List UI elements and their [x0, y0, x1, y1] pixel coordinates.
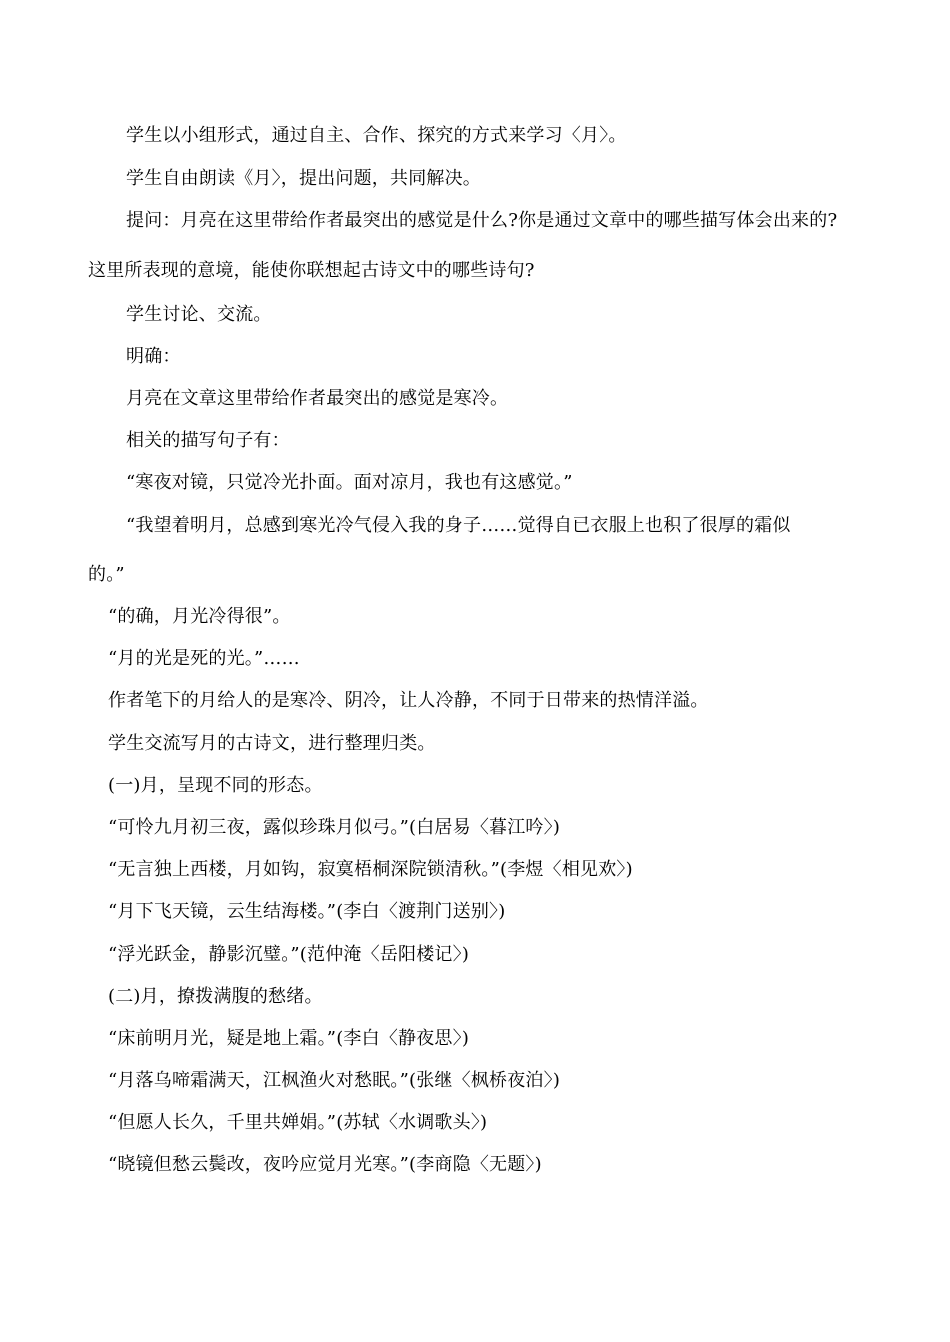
section-heading: (二)月，撩拨满腹的愁绪。	[108, 986, 323, 1007]
quote-line: “的确，月光冷得很”。	[108, 606, 291, 627]
section-heading: (一)月，呈现不同的形态。	[108, 775, 323, 796]
poem-line: “床前明月光，疑是地上霜。”(李白〈静夜思〉)	[108, 1028, 470, 1049]
poem-line: “月落乌啼霜满天，江枫渔火对愁眠。”(张继〈枫桥夜泊〉)	[108, 1070, 561, 1091]
paragraph-line: 作者笔下的月给人的是寒冷、阴冷，让人冷静，不同于日带来的热情洋溢。	[108, 690, 709, 711]
paragraph-line: 学生以小组形式，通过自主、合作、探究的方式来学习〈月〉。	[126, 125, 627, 146]
quote-line: “月的光是死的光。”……	[108, 648, 300, 669]
paragraph-line: 学生自由朗读《月〉，提出问题，共同解决。	[126, 168, 481, 189]
paragraph-line: 这里所表现的意境，能使你联想起古诗文中的哪些诗句?	[88, 260, 535, 281]
paragraph-line: 明确：	[126, 346, 181, 367]
poem-line: “但愿人长久，千里共婵娟。”(苏轼〈水调歌头〉)	[108, 1112, 488, 1133]
paragraph-line: 学生讨论、交流。	[126, 304, 272, 325]
poem-line: “月下飞天镜，云生结海楼。”(李白〈渡荆门送别〉)	[108, 901, 506, 922]
poem-line: “晓镜但愁云鬓改，夜吟应觉月光寒。”(李商隐〈无题〉)	[108, 1154, 542, 1175]
paragraph-line: 提问：月亮在这里带给作者最突出的感觉是什么?你是通过文章中的哪些描写体会出来的?	[126, 210, 838, 231]
paragraph-line: 相关的描写句子有：	[126, 430, 290, 451]
quote-line: “我望着明月，总感到寒光冷气侵入我的身子……觉得自已衣服上也积了很厚的霜似	[126, 515, 791, 536]
quote-line: “寒夜对镜，只觉冷光扑面。面对凉月，我也有这感觉。”	[126, 472, 573, 493]
poem-line: “浮光跃金，静影沉璧。”(范仲淹〈岳阳楼记〉)	[108, 944, 470, 965]
poem-line: “无言独上西楼，月如钩，寂寞梧桐深院锁清秋。”(李煜〈相见欢〉)	[108, 859, 633, 880]
paragraph-line: 月亮在文章这里带给作者最突出的感觉是寒冷。	[126, 388, 509, 409]
poem-line: “可怜九月初三夜，露似珍珠月似弓。”(白居易〈暮江吟〉)	[108, 817, 561, 838]
paragraph-line: 学生交流写月的古诗文，进行整理归类。	[108, 733, 436, 754]
quote-line: 的。”	[88, 564, 125, 585]
